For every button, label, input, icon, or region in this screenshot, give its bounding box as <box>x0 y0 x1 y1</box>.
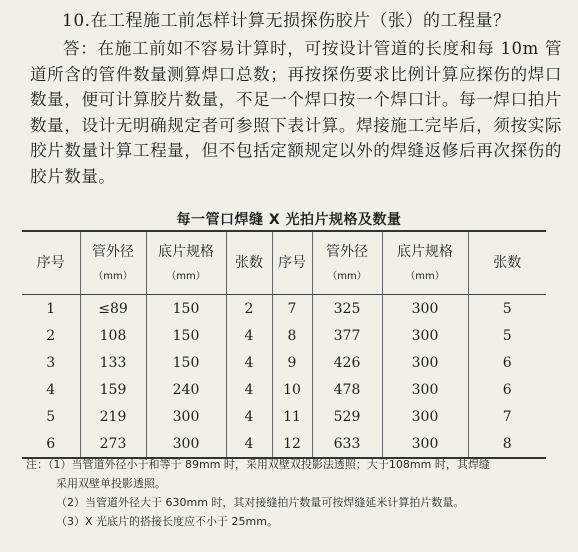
table-title: 每一管口焊缝 X 光拍片规格及数量 <box>176 212 402 228</box>
cell: 150 <box>146 322 226 349</box>
cell: 300 <box>382 430 468 458</box>
cell: 1 <box>46 300 56 317</box>
header-no-2: 序号 <box>272 231 312 295</box>
table-row <box>22 430 546 458</box>
table-header-row <box>22 231 546 295</box>
header-film-unit-2: （mm） <box>405 271 445 282</box>
header-film-unit: （mm） <box>166 271 206 282</box>
cell: 2 <box>226 295 272 323</box>
cell: 300 <box>146 430 226 458</box>
cell: 5 <box>468 295 546 323</box>
cell: 7 <box>468 403 546 430</box>
cell: 4 <box>226 322 272 349</box>
table-row <box>22 349 546 376</box>
header-diameter: 管外径 （mm） <box>80 231 146 295</box>
note-1 <box>26 455 556 474</box>
cell: 426 <box>312 349 382 376</box>
header-diameter-unit-2: （mm） <box>327 271 367 282</box>
notes-prefix: 注： <box>26 458 48 471</box>
cell: 159 <box>80 376 146 403</box>
cell: 6 <box>22 430 80 458</box>
cell: 4 <box>226 430 272 458</box>
header-diameter-unit: （mm） <box>93 271 133 282</box>
answer-paragraph: 答：在施工前如不容易计算时，可按设计管道的长度和每 10m 管道所含的管件数量测算焊口总数；再按探伤要求比例计算应探伤的焊口数量，便可计算胶片数量，不足一个焊口按一个焊口计。每一焊口拍片数量，设计无明确规定者可参照下表计算。焊接施工完毕后，须按实际胶片数量计算工程量，但不包括定额规定以外的焊缝返修后再次探伤的胶片数量。 <box>30 39 562 186</box>
cell: 108 <box>80 322 146 349</box>
header-count: 张数 <box>226 231 272 295</box>
cell: 10 <box>272 376 312 403</box>
note-1-line-2: 采用双壁单投影透照。 <box>56 477 166 490</box>
cell: 4 <box>226 403 272 430</box>
note-3: （3）X 光底片的搭接长度应不小于 25mm。 <box>56 515 278 528</box>
cell: 300 <box>382 403 468 430</box>
note-2: （2）当管道外径大于 630mm 时，其对接缝拍片数量可按焊缝延米计算拍片数量。 <box>56 496 465 509</box>
cell: 5 <box>468 322 546 349</box>
cell: 12 <box>272 430 312 458</box>
film-spec-table <box>22 230 546 459</box>
cell: 4 <box>46 381 56 398</box>
table-row <box>22 322 546 349</box>
header-count-2: 张数 <box>468 231 546 295</box>
header-no: 序号 <box>22 231 80 295</box>
question-heading: 10.在工程施工前怎样计算无损探伤胶片（张）的工程量？ <box>62 11 511 31</box>
cell: 273 <box>80 430 146 458</box>
table-notes <box>26 455 556 531</box>
cell: 5 <box>46 408 56 425</box>
cell: 300 <box>382 295 468 323</box>
cell: 11 <box>272 403 312 430</box>
cell: 8 <box>272 322 312 349</box>
cell: 300 <box>382 322 468 349</box>
table-row <box>22 295 546 323</box>
cell: 219 <box>80 403 146 430</box>
table-row <box>22 376 546 403</box>
cell: 529 <box>312 403 382 430</box>
header-film-2: 底片规格 （mm） <box>382 231 468 295</box>
cell: 4 <box>226 349 272 376</box>
cell: 9 <box>272 349 312 376</box>
cell: 133 <box>80 349 146 376</box>
cell: 6 <box>468 349 546 376</box>
cell: 150 <box>146 295 226 323</box>
cell: 300 <box>382 376 468 403</box>
cell: ≤89 <box>80 295 146 323</box>
cell: 2 <box>46 327 56 344</box>
cell: 300 <box>146 403 226 430</box>
cell: 6 <box>468 376 546 403</box>
cell: 633 <box>312 430 382 458</box>
cell: 325 <box>312 295 382 323</box>
table-row <box>22 403 546 430</box>
cell: 4 <box>226 376 272 403</box>
cell: 240 <box>146 376 226 403</box>
header-film: 底片规格 （mm） <box>146 231 226 295</box>
cell: 8 <box>468 430 546 458</box>
cell: 300 <box>382 349 468 376</box>
cell: 7 <box>272 295 312 323</box>
cell: 478 <box>312 376 382 403</box>
cell: 150 <box>146 349 226 376</box>
cell: 3 <box>46 354 56 371</box>
cell: 377 <box>312 322 382 349</box>
note-1-line-1: （1）当管道外径小于和等于 89mm 时，采用双壁双投影法透照；大于108mm 时，其焊缝 <box>48 458 490 471</box>
header-diameter-2: 管外径 （mm） <box>312 231 382 295</box>
